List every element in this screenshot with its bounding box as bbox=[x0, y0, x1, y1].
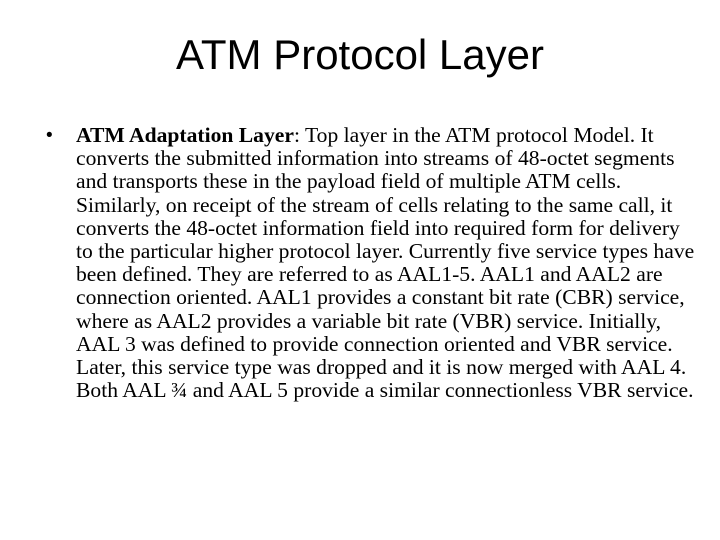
bullet-item bbox=[46, 124, 696, 402]
slide-title: ATM Protocol Layer bbox=[175, 31, 544, 78]
bullet-term: ATM Adaptation Layer bbox=[76, 123, 294, 147]
bullet-list bbox=[46, 124, 696, 402]
bullet-text: : Top layer in the ATM protocol Model. It converts the submitted information into streams of 48-octet segments and transports these in the payload field of multiple ATM cells. Similarly, on receipt of the stream of cells relating to the same call, it converts the 48-octet information field into required form for delivery to the particular higher protocol layer. Currently five service types have been defined. They are referred to as AAL1-5. AAL1 and AAL2 are connection oriented. AAL1 provides a constant bit rate (CBR) service, where as AAL2 provides a variable bit rate (VBR) service. Initially, AAL 3 was defined to provide connection oriented and VBR service. Later, this service type was dropped and it is now merged with AAL 4. Both AAL ¾ and AAL 5 provide a similar connectionless VBR service. bbox=[76, 123, 695, 403]
bullet-icon: • bbox=[46, 125, 53, 146]
